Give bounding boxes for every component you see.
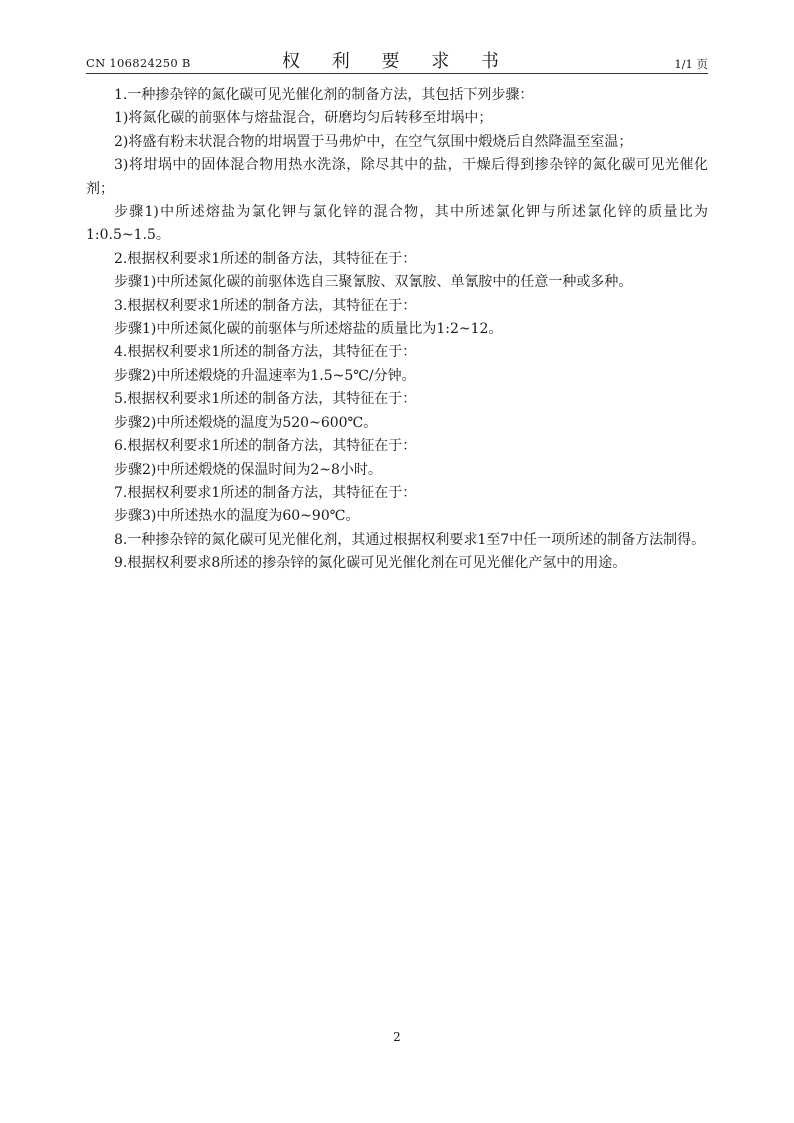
- claim-paragraph: 3)将坩埚中的固体混合物用热水洗涤，除尽其中的盐，干燥后得到掺杂锌的氮化碳可见光催化剂；: [86, 157, 708, 197]
- patent-number: CN 106824250 B: [86, 56, 191, 70]
- claim-paragraph: 步骤1)中所述熔盐为氯化钾与氯化锌的混合物，其中所述氯化钾与所述氯化锌的质量比为1:0.5~1.5。: [86, 204, 708, 244]
- claim-paragraph: 1)将氮化碳的前驱体与熔盐混合，研磨均匀后转移至坩埚中；: [114, 110, 493, 127]
- page-number: 2: [393, 1030, 401, 1044]
- claim-paragraph: 步骤3)中所述热水的温度为60~90℃。: [114, 508, 360, 525]
- claim-paragraph: 2)将盛有粉末状混合物的坩埚置于马弗炉中，在空气氛围中煅烧后自然降温至室温；: [114, 133, 633, 150]
- claims-body: [86, 84, 708, 576]
- header-rule: [86, 73, 708, 74]
- claim-paragraph: 5.根据权利要求1所述的制备方法，其特征在于：: [114, 391, 417, 408]
- claim-paragraph: 2.根据权利要求1所述的制备方法，其特征在于：: [114, 250, 417, 267]
- claim-paragraph: 7.根据权利要求1所述的制备方法，其特征在于：: [114, 484, 417, 501]
- claim-paragraph: 8.一种掺杂锌的氮化碳可见光催化剂，其通过根据权利要求1至7中任一项所述的制备方法制得。: [114, 531, 706, 548]
- claim-paragraph: 4.根据权利要求1所述的制备方法，其特征在于：: [114, 344, 417, 361]
- claim-paragraph: 步骤2)中所述煅烧的温度为520~600℃。: [114, 414, 378, 431]
- claim-paragraph: 步骤2)中所述煅烧的升温速率为1.5~5℃/分钟。: [114, 367, 416, 384]
- claim-paragraph: 6.根据权利要求1所述的制备方法，其特征在于：: [114, 438, 417, 455]
- claim-paragraph: 1.一种掺杂锌的氮化碳可见光催化剂的制备方法，其包括下列步骤：: [114, 87, 534, 103]
- document-title: 权 利 要 求 书: [282, 51, 512, 72]
- claim-paragraph: 步骤2)中所述煅烧的保温时间为2~8小时。: [114, 461, 382, 478]
- claim-paragraph: 9.根据权利要求8所述的掺杂锌的氮化碳可见光催化剂在可见光催化产氢中的用途。: [114, 555, 627, 572]
- page-header: [86, 46, 708, 72]
- claim-paragraph: 3.根据权利要求1所述的制备方法，其特征在于：: [114, 297, 417, 314]
- claim-paragraph: 步骤1)中所述氮化碳的前驱体与所述熔盐的质量比为1:2~12。: [114, 321, 503, 338]
- page-count: 1/1 页: [674, 57, 708, 71]
- claim-paragraph: 步骤1)中所述氮化碳的前驱体选自三聚氰胺、双氰胺、单氰胺中的任意一种或多种。: [114, 274, 633, 291]
